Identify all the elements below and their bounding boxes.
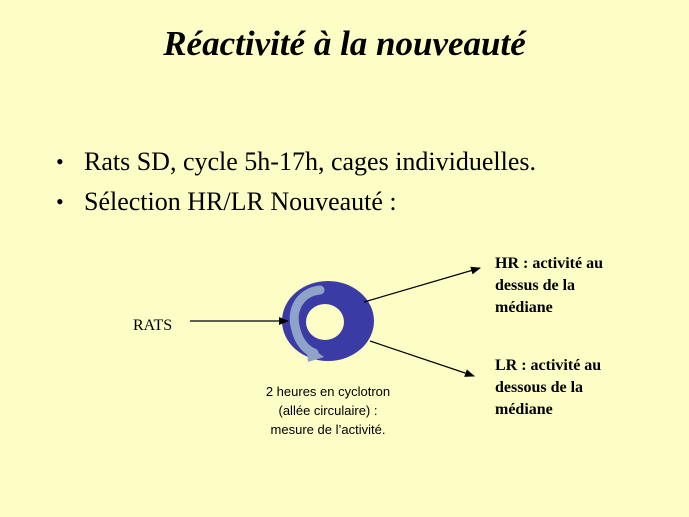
hr-label-line: HR : activité au (495, 255, 603, 272)
bullet-icon: • (56, 189, 64, 214)
hr-label-line: médiane (495, 299, 553, 316)
lr-label-line: médiane (495, 401, 553, 418)
cyclotron-center (306, 304, 344, 340)
lr-arrow (370, 341, 474, 376)
cyclotron-caption: 2 heures en cyclotron (allée circulaire) : mesure de l’activité. (265, 384, 391, 437)
hr-label-line: dessus de la (495, 277, 576, 294)
bullet-text: Rats SD, cycle 5h-17h, cages individuelles. (84, 147, 537, 176)
bullet-text: Sélection HR/LR Nouveauté : (84, 187, 397, 216)
lr-label-line: LR : activité au (495, 357, 602, 374)
hr-arrow (364, 268, 480, 302)
hr-label (495, 253, 603, 319)
lr-label-line: dessous de la (495, 379, 584, 396)
slide-title: Réactivité à la nouveauté (163, 24, 526, 63)
rats-label: RATS (133, 317, 173, 334)
lr-label (495, 355, 601, 421)
bullet-icon: • (56, 149, 64, 174)
